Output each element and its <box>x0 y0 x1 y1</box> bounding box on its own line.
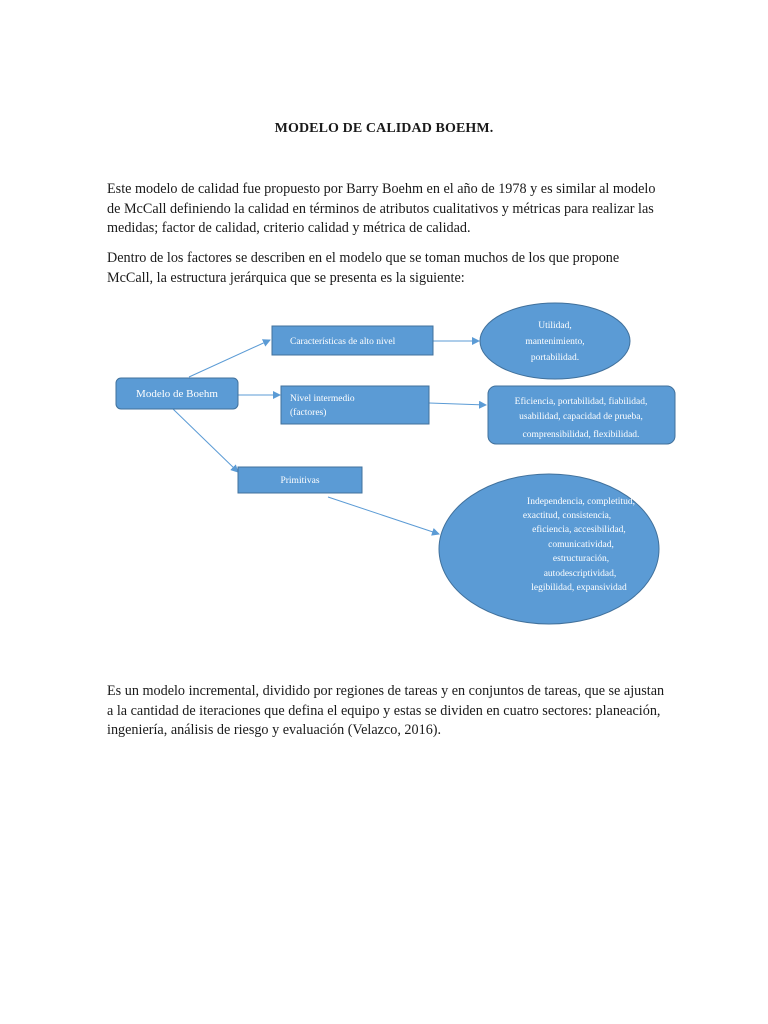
node-intermediate-line-1: Nivel intermedio <box>290 394 355 404</box>
primitives-detail-line-1: Independencia, completitud, <box>527 497 635 507</box>
intermediate-detail-line-1: Eficiencia, portabilidad, fiabilidad, <box>514 397 648 407</box>
node-intermediate-line-2: (factores) <box>290 408 327 418</box>
node-intermediate-detail <box>488 386 675 444</box>
node-primitives-detail <box>439 474 659 624</box>
high-level-detail-line-2: mantenimiento, <box>525 337 585 347</box>
node-high-level <box>272 326 433 355</box>
node-high-level-detail <box>480 303 630 379</box>
node-root <box>116 378 238 409</box>
primitives-detail-line-5: estructuración, <box>552 554 610 564</box>
primitives-detail-line-7: legibilidad, expansividad <box>531 583 627 593</box>
node-root-label: Modelo de Boehm <box>136 388 218 400</box>
node-primitives <box>238 467 362 493</box>
document-title: MODELO DE CALIDAD BOEHM. <box>274 121 494 136</box>
paragraph-incremental: Es un modelo incremental, dividido por regiones de tareas y en conjuntos de tareas, que se ajustan a la cantidad de iteraciones que defina el equipo y estas se dividen en cuatro sectores: planeación, ingeniería, análisis de riesgo y evaluación (Velazco, 2016). <box>107 683 665 738</box>
high-level-detail-line-3: portabilidad. <box>530 353 580 363</box>
paragraph-intro: Este modelo de calidad fue propuesto por Barry Boehm en el año de 1978 y es similar al modelo de McCall definiendo la calidad en términos de atributos cualitativos y métricas para realizar las medidas; factor de calidad, criterio calidad y métrica de calidad. <box>107 181 656 236</box>
arrow-root-to-primitives <box>173 409 238 472</box>
arrow-root-to-high-level <box>189 340 270 377</box>
node-primitives-label: Primitivas <box>280 476 320 486</box>
primitives-detail-line-2: exactitud, consistencia, <box>522 511 612 521</box>
primitives-detail-line-3: eficiencia, accesibilidad, <box>532 525 626 535</box>
high-level-detail-line-1: Utilidad, <box>538 321 572 331</box>
primitives-detail-line-4: comunicatividad, <box>548 540 614 550</box>
primitives-detail-line-6: autodescriptividad, <box>543 569 617 579</box>
arrow-primitives-to-detail <box>328 497 439 534</box>
node-high-level-label: Características de alto nivel <box>290 337 396 347</box>
paragraph-structure: Dentro de los factores se describen en el modelo que se toman muchos de los que propone McCall, la estructura jerárquica que se presenta es la siguiente: <box>107 250 620 286</box>
intermediate-detail-line-3: comprensibilidad, flexibilidad. <box>522 430 640 440</box>
node-intermediate <box>281 386 429 424</box>
intermediate-detail-line-2: usabilidad, capacidad de prueba, <box>519 412 643 422</box>
arrow-intermediate-to-detail <box>429 403 486 405</box>
